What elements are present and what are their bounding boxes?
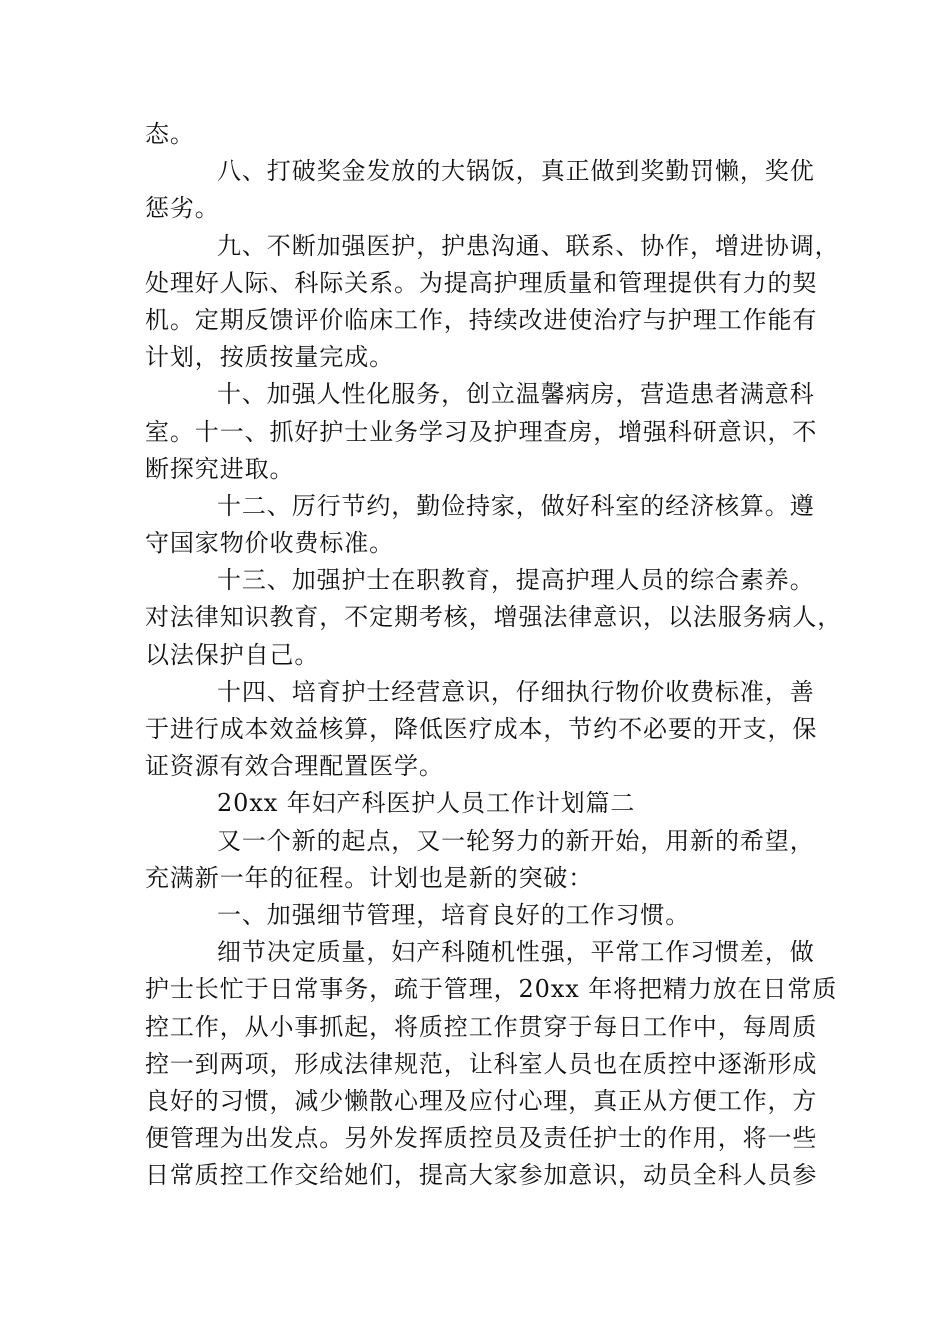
text-line: 充满新一年的征程。计划也是新的突破： <box>145 863 594 892</box>
text-line: 证资源有效合理配置医学。 <box>145 752 444 781</box>
text-line: 以法保护自己。 <box>145 640 320 669</box>
text-line: 十二、厉行节约，勤俭持家，做好科室的经济核算。遵 <box>217 491 815 520</box>
text-line: 九、不断加强医护，护患沟通、联系、协作，增进协调， <box>217 231 840 260</box>
text-line: 守国家物价收费标准。 <box>145 529 394 558</box>
text-line: 日常质控工作交给她们，提高大家参加意识，动员全科人员参 <box>145 1161 818 1190</box>
text-line: 十三、加强护士在职教育，提高护理人员的综合素养。 <box>217 566 815 595</box>
text-line: 护士长忙于日常事务，疏于管理，20xx 年将把精力放在日常质 <box>145 975 838 1004</box>
text-line: 态。 <box>145 120 195 148</box>
text-line: 室。十一、抓好护士业务学习及护理查房，增强科研意识，不 <box>145 417 818 446</box>
text-line: 处理好人际、科际关系。为提高护理质量和管理提供有力的契 <box>145 268 818 297</box>
text-line: 控工作，从小事抓起，将质控工作贯穿于每日工作中，每周质 <box>145 1012 818 1041</box>
text-line: 十、加强人性化服务，创立温馨病房，营造患者满意科 <box>217 380 815 409</box>
text-line: 机。定期反馈评价临床工作，持续改进使治疗与护理工作能有 <box>145 305 818 334</box>
text-line: 十四、培育护士经营意识，仔细执行物价收费标准，善 <box>217 677 815 706</box>
text-line: 于进行成本效益核算，降低医疗成本，节约不必要的开支，保 <box>145 715 818 743</box>
text-line: 一、加强细节管理，培育良好的工作习惯。 <box>217 900 691 929</box>
text-line: 良好的习惯，减少懒散心理及应付心理，真正从方便工作，方 <box>145 1086 818 1115</box>
text-line: 控一到两项，形成法律规范，让科室人员也在质控中逐渐形成 <box>145 1049 818 1078</box>
text-line: 惩劣。 <box>145 194 220 223</box>
text-line: 20xx 年妇产科医护人员工作计划篇二 <box>217 789 636 818</box>
text-line: 又一个新的起点，又一轮努力的新开始，用新的希望， <box>217 826 815 855</box>
text-line: 细节决定质量，妇产科随机性强，平常工作习惯差，做 <box>217 938 815 967</box>
text-line: 对法律知识教育，不定期考核，增强法律意识，以法服务病人， <box>145 603 843 632</box>
document-body <box>145 116 843 1194</box>
text-line: 断探究进取。 <box>145 454 295 483</box>
text-line: 八、打破奖金发放的大锅饭，真正做到奖勤罚懒，奖优 <box>217 157 815 186</box>
text-line: 便管理为出发点。另外发挥质控员及责任护士的作用，将一些 <box>145 1124 818 1153</box>
text-line: 计划，按质按量完成。 <box>145 343 394 372</box>
